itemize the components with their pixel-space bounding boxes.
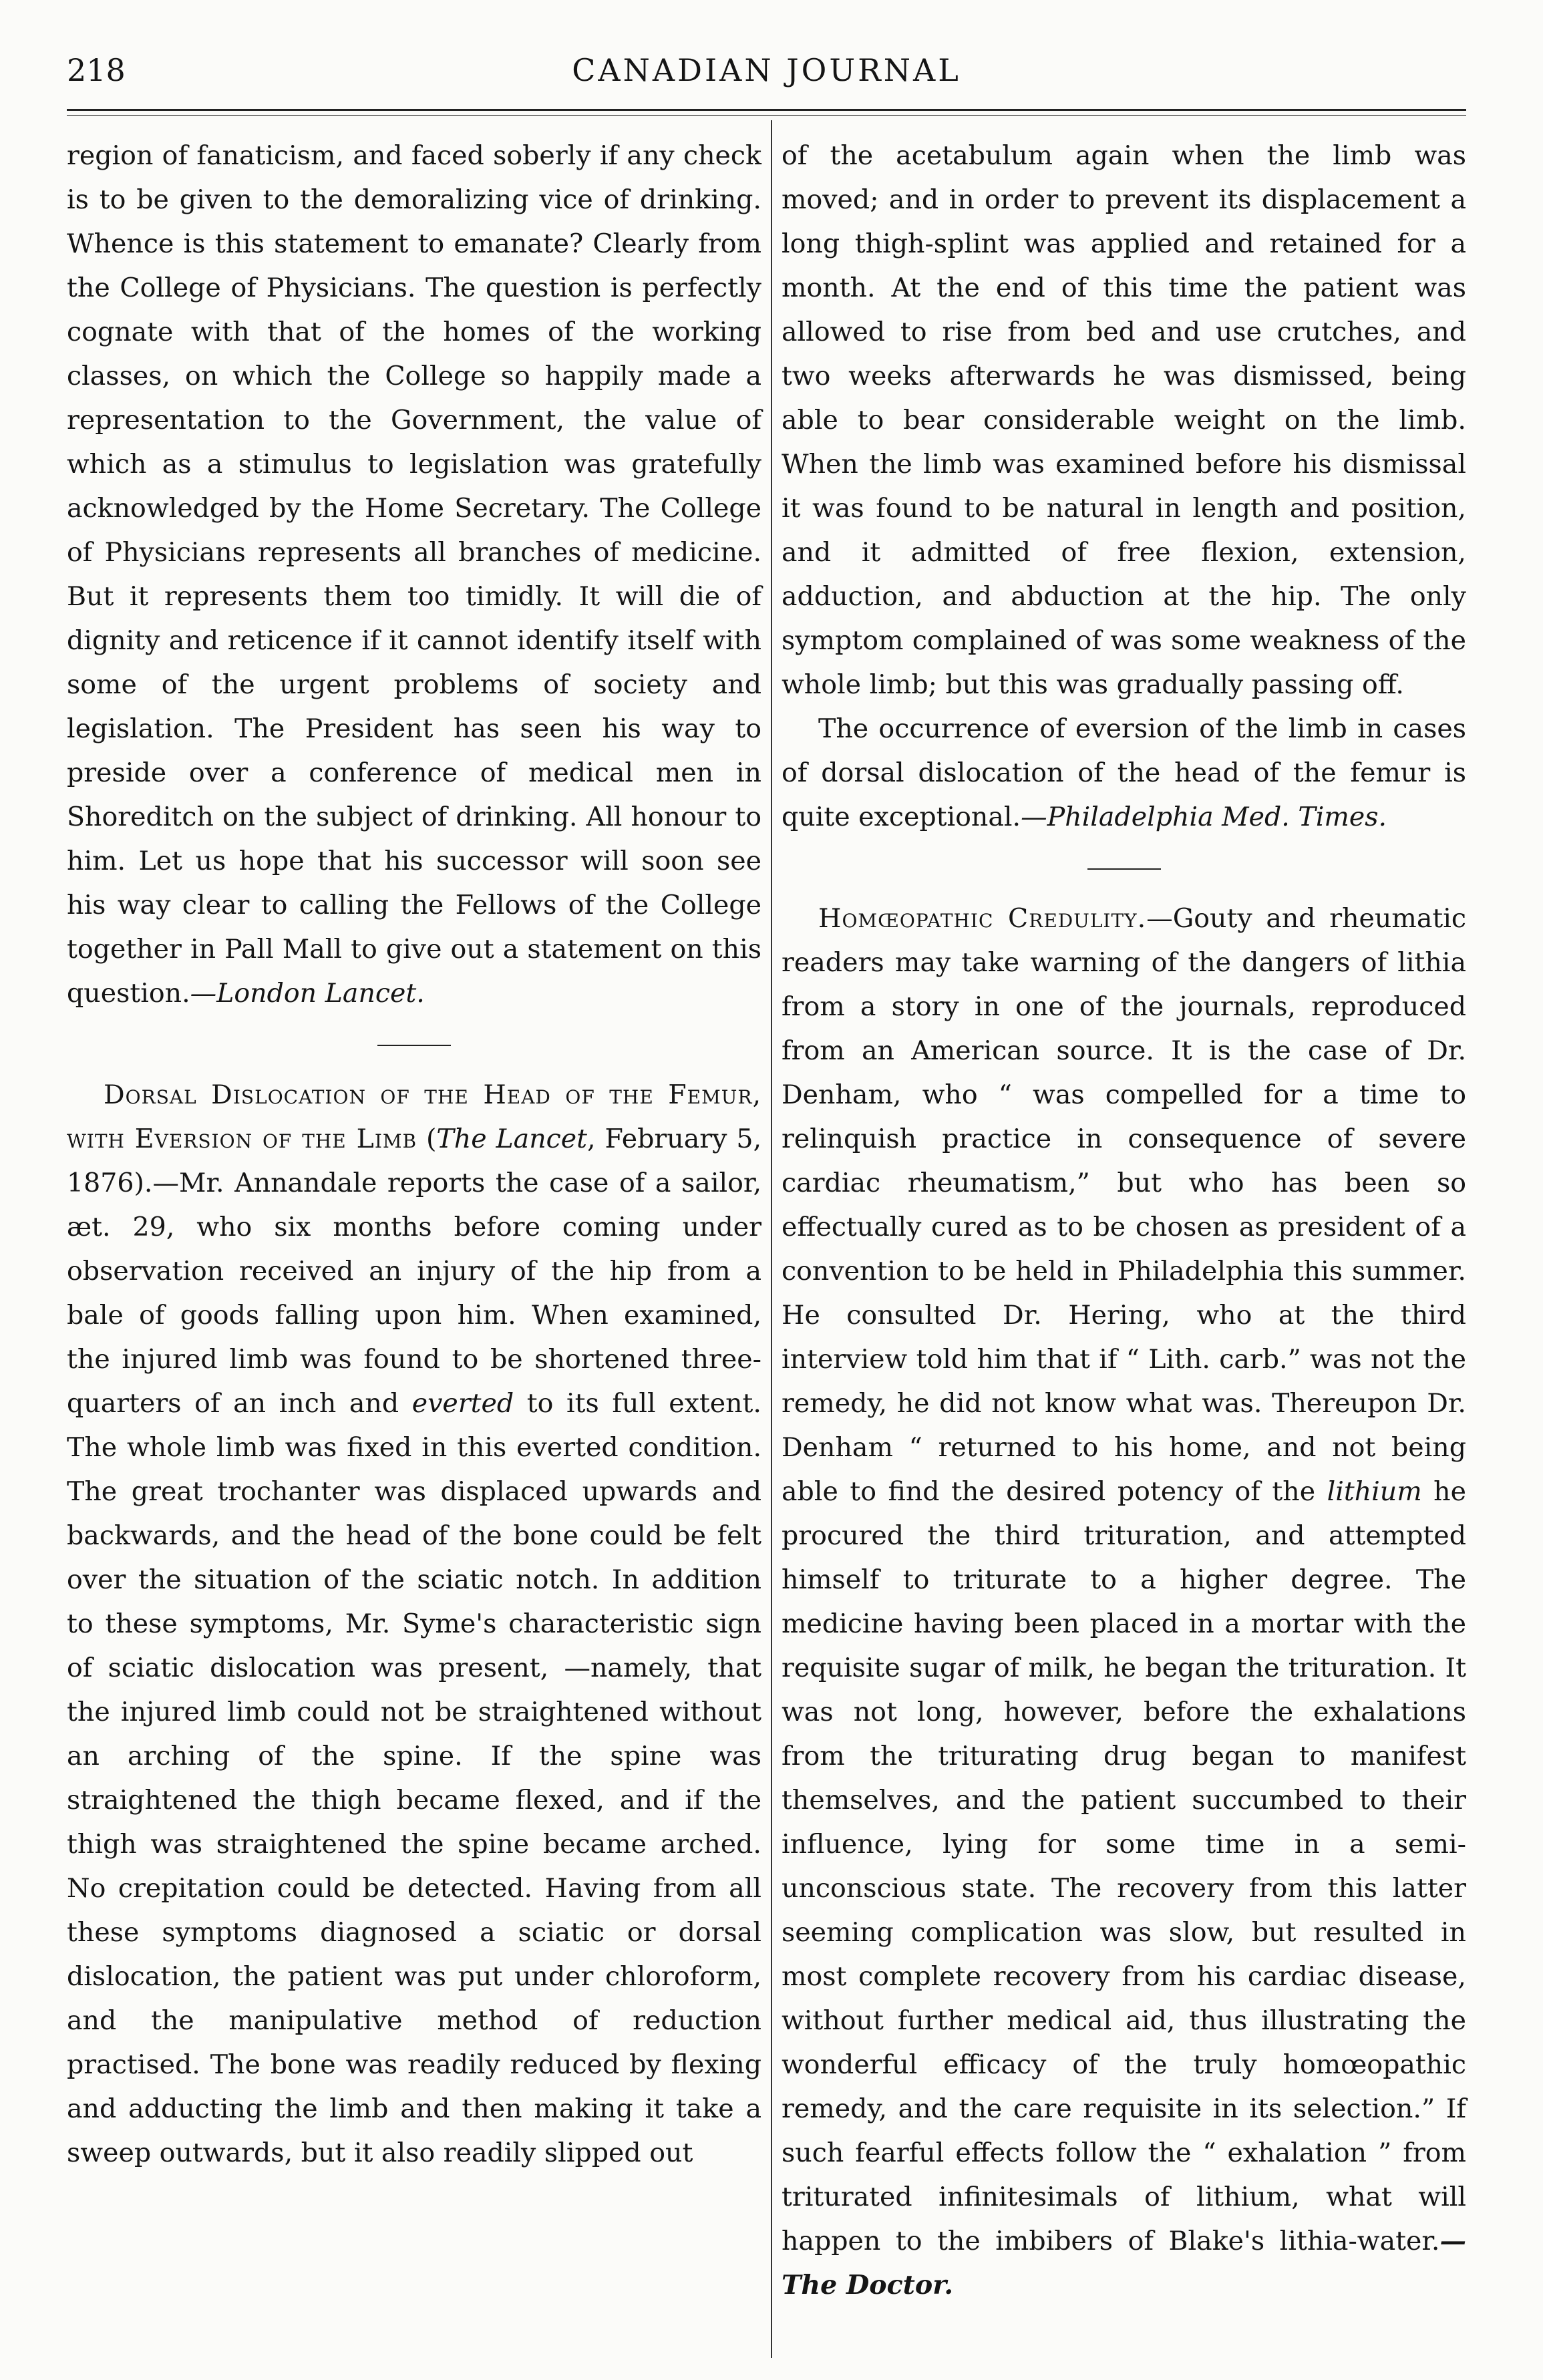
left-column xyxy=(67,134,761,2175)
source-philadelphia-med-times: —Philadelphia Med. Times. xyxy=(1021,802,1387,832)
source-the-doctor: —The Doctor. xyxy=(782,2226,1466,2301)
article-eversion-note: The occurrence of eversion of the limb in cases of dorsal dislocation of the head of the femur is quite exceptional.—Philadelphia Med. Times. xyxy=(782,713,1466,832)
article-heading: Dorsal Dislocation of the Head of the Femur, with Eversion of the Limb xyxy=(67,1079,761,1154)
page-number: 218 xyxy=(67,52,126,88)
column-divider xyxy=(771,120,772,2358)
header-rule-thin xyxy=(67,115,1466,116)
header-rule xyxy=(67,109,1466,111)
running-title: CANADIAN JOURNAL xyxy=(572,52,961,88)
article-homoeopathic-credulity: Homœopathic Credulity.—Gouty and rheumatic readers may take warning of the dangers of lithia from a story in one of the journals, reproduced from an American source. It is the case of Dr. Denham, who “ was compelled for a time to relinquish practice in consequence of severe cardiac rheumatism,” but who has been so effectually cured as to be chosen as president of a convention to be held in Philadelphia this summer. He consulted Dr. Hering, who at the third interview told him that if “ Lith. carb.” was not the remedy, he did not know what was. Thereupon Dr. Denham “ returned to his home, and not being able to find the desired potency of the lithium he procured the third trituration, and attempted himself to triturate to a higher degree. The medicine having been placed in a mortar with the requisite sugar of milk, he began the trituration. It was not long, however, before the exhalations from the triturating drug began to manifest themselves, and the patient succumbed to their influence, lying for some time in a semi-unconscious state. The recovery from this latter seeming complication was slow, but resulted in most complete recovery from his cardiac disease, without further medical aid, thus illustrating the wonderful efficacy of the truly homœopathic remedy, and the care requisite in its selection.” If such fearful effects follow the “ exhalation ” from triturated infinitesimals of lithium, what will happen to the imbibers of Blake's lithia-water.—The Doctor. xyxy=(782,903,1467,2301)
section-separator xyxy=(377,1045,451,1046)
article-continuation: region of fanaticism, and faced soberly if any check is to be given to the demoralizing vice of drinking. Whence is this statement to emanate? Clearly from the College of Physicians. The question is perfectly cognate with that of the homes of the working classes, on which the College so happily made a representation to the Government, the value of which as a stimulus to legislation was gratefully acknowledged by the Home Secretary. The College of Physicians represents all branches of medicine. But it represents them too timidly. It will die of dignity and reticence if it cannot identify itself with some of the urgent problems of society and legislation. The President has seen his way to preside over a conference of medical men in Shoreditch on the subject of drinking. All honour to him. Let us hope that his successor will soon see his way clear to calling the Fellows of the College together in Pall Mall to give out a statement on this question.—London Lancet. xyxy=(67,140,761,1009)
right-column xyxy=(782,134,1466,2307)
page-header xyxy=(67,52,1466,99)
article-heading: Homœopathic Credulity. xyxy=(818,903,1147,934)
citation-journal: The Lancet xyxy=(436,1124,588,1154)
article-dorsal-dislocation-continued: of the acetabulum again when the limb was moved; and in order to prevent its displacement a long thigh-splint was applied and retained for a month. At the end of this time the patient was allowed to rise from bed and use crutches, and two weeks afterwards he was dismissed, being able to bear considerable weight on the limb. When the limb was examined before his dismissal it was found to be natural in length and position, and it admitted of free flexion, extension, adduction, and abduction at the hip. The only symptom complained of was some weakness of the whole limb; but this was gradually passing off. xyxy=(782,140,1466,700)
article-dorsal-dislocation: Dorsal Dislocation of the Head of the Femur, with Eversion of the Limb (The Lancet, February 5, 1876).—Mr. Annandale reports the case of a sailor, æt. 29, who six months before coming under observation received an injury of the hip from a bale of goods falling upon him. When examined, the injured limb was found to be shortened three-quarters of an inch and everted to its full extent. The whole limb was fixed in this everted condition. The great trochanter was displaced upwards and backwards, and the head of the bone could be felt over the situation of the sciatic notch. In addition to these symptoms, Mr. Syme's characteristic sign of sciatic dislocation was present, —namely, that the injured limb could not be straightened without an arching of the spine. If the spine was straightened the thigh became flexed, and if the thigh was straightened the spine became arched. No crepitation could be detected. Having from all these symptoms diagnosed a sciatic or dorsal dislocation, the patient was put under chloroform, and the manipulative method of reduction practised. The bone was readily reduced by flexing and adducting the limb and then making it take a sweep outwards, but it also readily slipped out xyxy=(67,1079,761,2168)
section-separator xyxy=(1087,868,1161,870)
source-london-lancet: —London Lancet. xyxy=(190,978,425,1009)
